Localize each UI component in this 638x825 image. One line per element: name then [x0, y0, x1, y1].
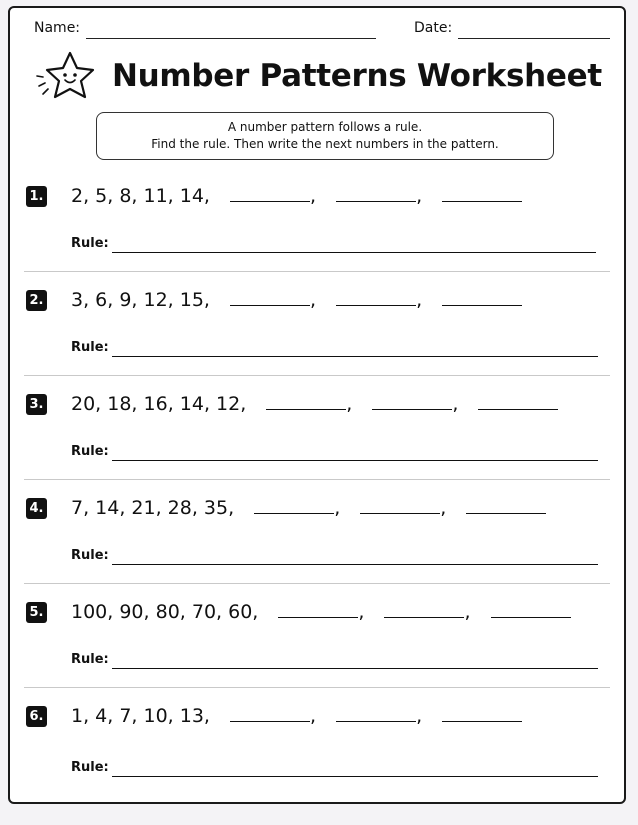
problem-number-badge: 2. — [26, 290, 47, 311]
date-label: Date: — [414, 20, 453, 36]
answer-blank[interactable] — [336, 705, 416, 722]
sequence-numbers: 20, 18, 16, 14, 12, — [71, 393, 247, 415]
answer-blank[interactable] — [278, 601, 358, 618]
answer-blank[interactable] — [266, 393, 346, 410]
problem-3 — [10, 394, 624, 498]
answer-blank[interactable] — [360, 497, 440, 514]
sequence-numbers: 2, 5, 8, 11, 14, — [71, 185, 210, 207]
sequence-row: 2, 5, 8, 11, 14, , , — [71, 185, 522, 207]
rule-answer-line[interactable] — [112, 356, 598, 357]
page-title: Number Patterns Worksheet — [112, 58, 602, 94]
date-field[interactable] — [458, 38, 610, 39]
problem-number-badge: 3. — [26, 394, 47, 415]
problem-number-badge: 1. — [26, 186, 47, 207]
divider — [24, 375, 610, 376]
answer-blank[interactable] — [466, 497, 546, 514]
problem-2 — [10, 290, 624, 394]
divider — [24, 271, 610, 272]
name-label: Name: — [34, 20, 81, 36]
instructions-line-1: A number pattern follows a rule. — [227, 120, 423, 134]
answer-blank[interactable] — [478, 393, 558, 410]
answer-blank[interactable] — [336, 185, 416, 202]
answer-blank[interactable] — [384, 601, 464, 618]
problem-4 — [10, 498, 624, 602]
problem-5 — [10, 602, 624, 706]
answer-blank[interactable] — [372, 393, 452, 410]
answer-blank[interactable] — [442, 705, 522, 722]
sequence-row: 20, 18, 16, 14, 12, , , — [71, 393, 558, 415]
sequence-row: 100, 90, 80, 70, 60, , , — [71, 601, 571, 623]
answer-blank[interactable] — [336, 289, 416, 306]
rule-answer-line[interactable] — [112, 252, 596, 253]
answer-blank[interactable] — [254, 497, 334, 514]
answer-blank[interactable] — [442, 289, 522, 306]
sequence-numbers: 1, 4, 7, 10, 13, — [71, 705, 210, 727]
rule-label: Rule: — [71, 652, 109, 667]
problem-number-badge: 5. — [26, 602, 47, 623]
instructions-line-2: Find the rule. Then write the next numbers in the pattern. — [151, 137, 499, 151]
star-icon — [34, 48, 100, 106]
sequence-numbers: 7, 14, 21, 28, 35, — [71, 497, 235, 519]
name-field[interactable] — [86, 38, 376, 39]
divider — [24, 583, 610, 584]
sequence-row: 1, 4, 7, 10, 13, , , — [71, 705, 522, 727]
sequence-row: 3, 6, 9, 12, 15, , , — [71, 289, 522, 311]
rule-answer-line[interactable] — [112, 668, 598, 669]
rule-label: Rule: — [71, 444, 109, 459]
answer-blank[interactable] — [230, 185, 310, 202]
rule-label: Rule: — [71, 236, 109, 251]
sequence-row: 7, 14, 21, 28, 35, , , — [71, 497, 546, 519]
rule-answer-line[interactable] — [112, 564, 598, 565]
instructions-box — [96, 112, 554, 160]
answer-blank[interactable] — [491, 601, 571, 618]
rule-label: Rule: — [71, 760, 109, 775]
rule-label: Rule: — [71, 548, 109, 563]
sequence-numbers: 3, 6, 9, 12, 15, — [71, 289, 210, 311]
problem-6 — [10, 706, 624, 810]
problem-1 — [10, 186, 624, 290]
divider — [24, 479, 610, 480]
worksheet — [8, 6, 626, 804]
problem-number-badge: 4. — [26, 498, 47, 519]
answer-blank[interactable] — [442, 185, 522, 202]
problem-number-badge: 6. — [26, 706, 47, 727]
sequence-numbers: 100, 90, 80, 70, 60, — [71, 601, 259, 623]
answer-blank[interactable] — [230, 705, 310, 722]
rule-answer-line[interactable] — [112, 776, 598, 777]
answer-blank[interactable] — [230, 289, 310, 306]
rule-answer-line[interactable] — [112, 460, 598, 461]
rule-label: Rule: — [71, 340, 109, 355]
divider — [24, 687, 610, 688]
